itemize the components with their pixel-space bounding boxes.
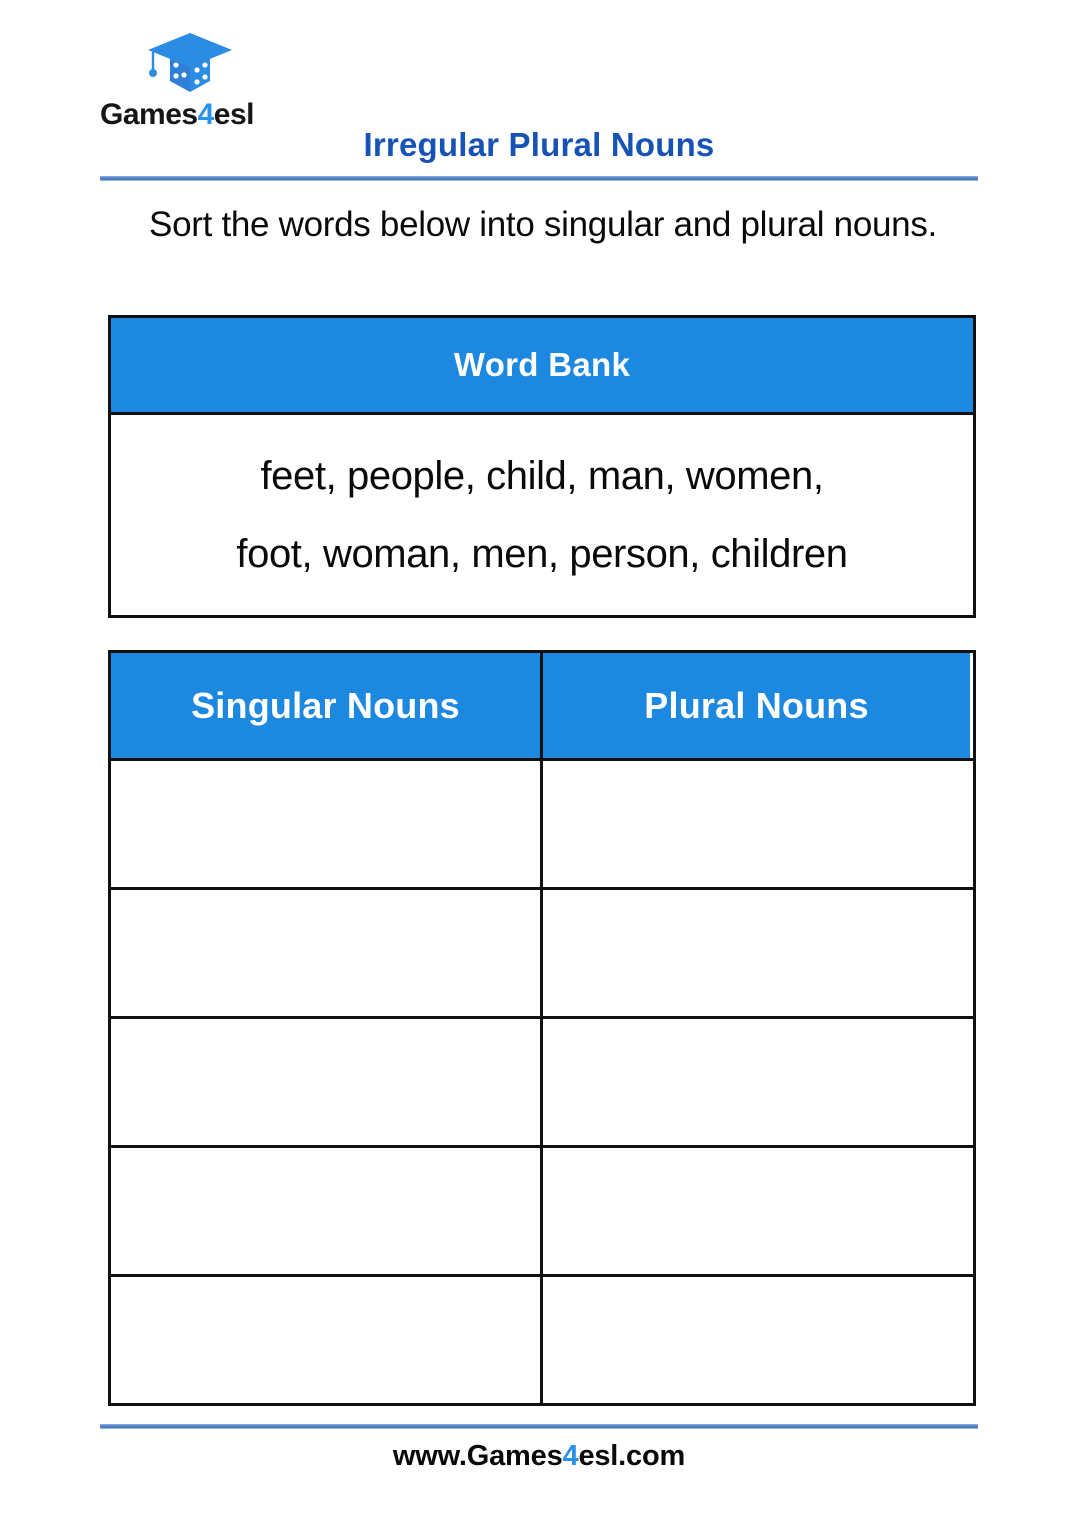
answer-cell-singular[interactable] bbox=[111, 890, 543, 1016]
table-row bbox=[111, 1019, 973, 1148]
answer-cell-plural[interactable] bbox=[543, 1019, 970, 1145]
word-bank-box bbox=[108, 315, 976, 618]
answer-slot[interactable] bbox=[111, 1148, 540, 1274]
answer-slot[interactable] bbox=[543, 1019, 970, 1145]
footer-divider bbox=[100, 1424, 978, 1429]
column-header-plural bbox=[543, 653, 970, 758]
brand-wordmark-accent: 4 bbox=[197, 98, 214, 131]
column-header-singular bbox=[111, 653, 543, 758]
column-header-plural-label: Plural Nouns bbox=[644, 684, 869, 726]
word-bank-header bbox=[111, 318, 973, 415]
table-header-row bbox=[111, 653, 973, 761]
instructions-text: Sort the words below into singular and plural nouns. bbox=[149, 205, 937, 244]
brand-logo bbox=[100, 32, 360, 138]
answer-cell-plural[interactable] bbox=[543, 1277, 970, 1403]
answer-cell-singular[interactable] bbox=[111, 1019, 543, 1145]
column-header-singular-label: Singular Nouns bbox=[191, 684, 460, 726]
brand-wordmark-prefix: Games bbox=[100, 98, 198, 131]
word-bank-body bbox=[111, 415, 973, 615]
answer-cell-plural[interactable] bbox=[543, 1148, 970, 1274]
answer-cell-singular[interactable] bbox=[111, 1148, 543, 1274]
brand-wordmark bbox=[100, 100, 360, 130]
answer-slot[interactable] bbox=[111, 890, 540, 1016]
answer-slot[interactable] bbox=[543, 1277, 970, 1403]
table-row bbox=[111, 1277, 973, 1403]
answer-cell-plural[interactable] bbox=[543, 890, 970, 1016]
footer-website-url bbox=[100, 1440, 978, 1473]
table-row bbox=[111, 761, 973, 890]
answer-slot[interactable] bbox=[111, 1019, 540, 1145]
word-bank-line: feet, people, child, man, women, bbox=[260, 454, 824, 498]
footer-url-accent: 4 bbox=[562, 1440, 579, 1472]
graduation-cap-dice-logo-icon bbox=[144, 32, 236, 96]
footer-url-prefix: www.Games bbox=[392, 1440, 563, 1472]
answer-cell-plural[interactable] bbox=[543, 761, 970, 887]
answer-slot[interactable] bbox=[543, 1148, 970, 1274]
word-bank-heading: Word Bank bbox=[453, 346, 631, 383]
word-bank-line: foot, woman, men, person, children bbox=[236, 532, 848, 576]
answer-slot[interactable] bbox=[543, 890, 970, 1016]
header-divider bbox=[100, 176, 978, 181]
answer-slot[interactable] bbox=[111, 761, 540, 887]
answer-cell-singular[interactable] bbox=[111, 761, 543, 887]
table-row bbox=[111, 890, 973, 1019]
table-row bbox=[111, 1148, 973, 1277]
answer-slot[interactable] bbox=[543, 761, 970, 887]
brand-wordmark-suffix: esl bbox=[213, 98, 254, 131]
sorting-table bbox=[108, 650, 976, 1406]
answer-cell-singular[interactable] bbox=[111, 1277, 543, 1403]
answer-slot[interactable] bbox=[111, 1277, 540, 1403]
page-header bbox=[0, 0, 1086, 180]
page-title: Irregular Plural Nouns bbox=[363, 126, 715, 163]
footer-url-suffix: esl.com bbox=[578, 1440, 686, 1472]
